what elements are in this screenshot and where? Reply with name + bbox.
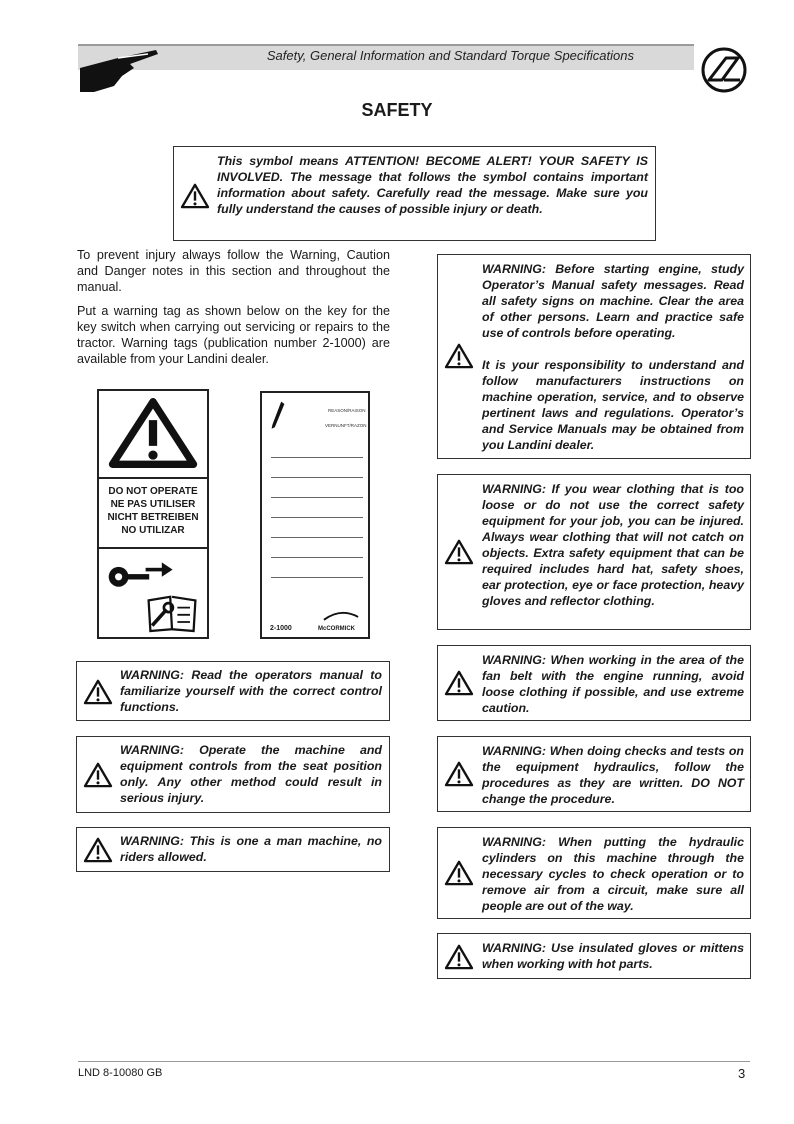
- tag-line-es: NO UTILIZAR: [121, 525, 185, 536]
- tag-line-fr: NE PAS UTILISER: [110, 499, 196, 510]
- warning-text: WARNING: This is one a man machine, no riders allowed.: [120, 834, 382, 864]
- page-title: SAFETY: [361, 100, 433, 120]
- warning-box: [437, 827, 751, 919]
- reason-label-2: VERNUNFT/RAZON: [325, 423, 367, 428]
- tag-write-line: [271, 457, 363, 458]
- warning-text: WARNING: Read the operators manual to familiarize yourself with the correct control functions.: [120, 668, 382, 714]
- warning-triangle-icon: [444, 761, 474, 787]
- tag-write-line: [271, 537, 363, 538]
- section-logo-icon: [700, 46, 748, 94]
- warning-triangle-icon: [83, 837, 113, 863]
- tag-write-line: [271, 557, 363, 558]
- warning-triangle-icon: [180, 183, 210, 209]
- tag-write-line: [271, 577, 363, 578]
- warning-triangle-icon: [444, 343, 474, 369]
- warning-triangle-icon: [444, 670, 474, 696]
- manual-wrench-icon: [145, 593, 199, 633]
- tag-write-line: [271, 477, 363, 478]
- tag-line-de: NICHT BETREIBEN: [107, 512, 199, 523]
- tag-warning-panel: [99, 391, 207, 479]
- doc-code: LND 8-10080 GB: [78, 1067, 163, 1079]
- warning-triangle-icon: [444, 539, 474, 565]
- attention-box: [173, 146, 656, 241]
- warning-text: WARNING: When working in the area of the fan belt with the engine running, avoid loose clothing if possible, and use extreme caution.: [482, 653, 744, 715]
- warning-triangle-icon: [107, 395, 199, 471]
- key-arrow-icon: [105, 557, 179, 593]
- page-number: 3: [738, 1066, 746, 1081]
- warning-tag-back: [260, 391, 370, 639]
- reason-label: REASON/RAISON: [328, 408, 366, 413]
- tag-write-line: [271, 517, 363, 518]
- warning-box: [437, 474, 751, 630]
- tag-write-line: [271, 497, 363, 498]
- warning-text: WARNING: If you wear clothing that is too loose or do not use the correct safety equipment for your job, you can be injured. Always wear clothing that will not catch on objects. Extra safety equipment that can be required includes hard hat, safety shoes, ear protection, eye or face protection, heavy gloves and reflector clothing.: [482, 482, 744, 608]
- intro-paragraph: To prevent injury always follow the Warning, Caution and Danger notes in this section and throughout the manual.: [77, 248, 390, 294]
- warning-box: [437, 645, 751, 721]
- warning-box: [76, 736, 390, 813]
- warning-text: WARNING: When putting the hydraulic cylinders on this machine through the necessary cycles to check operation or to remove air from a circuit, make sure all people are out of the way.: [482, 835, 744, 913]
- warning-box: [76, 661, 390, 721]
- footer-divider: [78, 1061, 750, 1062]
- pencil-icon: [270, 399, 286, 433]
- tag-paragraph: Put a warning tag as shown below on the key for the key switch when carrying out servicing or repairs to the tractor. Warning tags (publication number 2-1000) are available from your Landini dealer.: [77, 304, 390, 366]
- tag-number: 2-1000: [270, 625, 292, 632]
- header-title: Safety, General Information and Standard Torque Specifications: [266, 48, 634, 63]
- tag-line-en: DO NOT OPERATE: [108, 486, 198, 497]
- warning-text: WARNING: Use insulated gloves or mittens when working with hot parts.: [482, 941, 744, 971]
- warning-triangle-icon: [83, 762, 113, 788]
- attention-text: This symbol means ATTENTION! BECOME ALERT! YOUR SAFETY IS INVOLVED. The message that follows the symbol contains important information about safety. Carefully read the message. Make sure you fully understand the causes of possible injury or death.: [217, 154, 648, 216]
- warning-tag-front: [97, 389, 209, 639]
- warning-text: WARNING: When doing checks and tests on the equipment hydraulics, follow the procedures as they are written. DO NOT change the procedure.: [482, 744, 744, 806]
- warning-triangle-icon: [444, 944, 474, 970]
- warning-text: WARNING: Operate the machine and equipment controls from the seat position only. Any other method could result in serious injury.: [120, 743, 382, 805]
- tag-brand: McCORMICK: [318, 626, 355, 632]
- warning-box: [437, 254, 751, 459]
- warning-text: WARNING: Before starting engine, study Operator’s Manual safety messages. Read all safety signs on machine. Clear the area of other persons. Learn and practice safe use of controls before operating.: [482, 262, 744, 340]
- warning-triangle-icon: [83, 679, 113, 705]
- mccormick-swoosh-icon: [322, 611, 360, 621]
- warning-box: [76, 827, 390, 872]
- warning-box: [437, 933, 751, 979]
- responsibility-text: It is your responsibility to understand and follow manufacturers instructions on machine operation, service, and to observe pertinent laws and regulations. Operator’s and Service Manuals may be obtained from you Landini dealer.: [482, 358, 744, 452]
- tag-do-not-operate: [99, 479, 207, 549]
- warning-triangle-icon: [444, 860, 474, 886]
- warning-box: [437, 736, 751, 812]
